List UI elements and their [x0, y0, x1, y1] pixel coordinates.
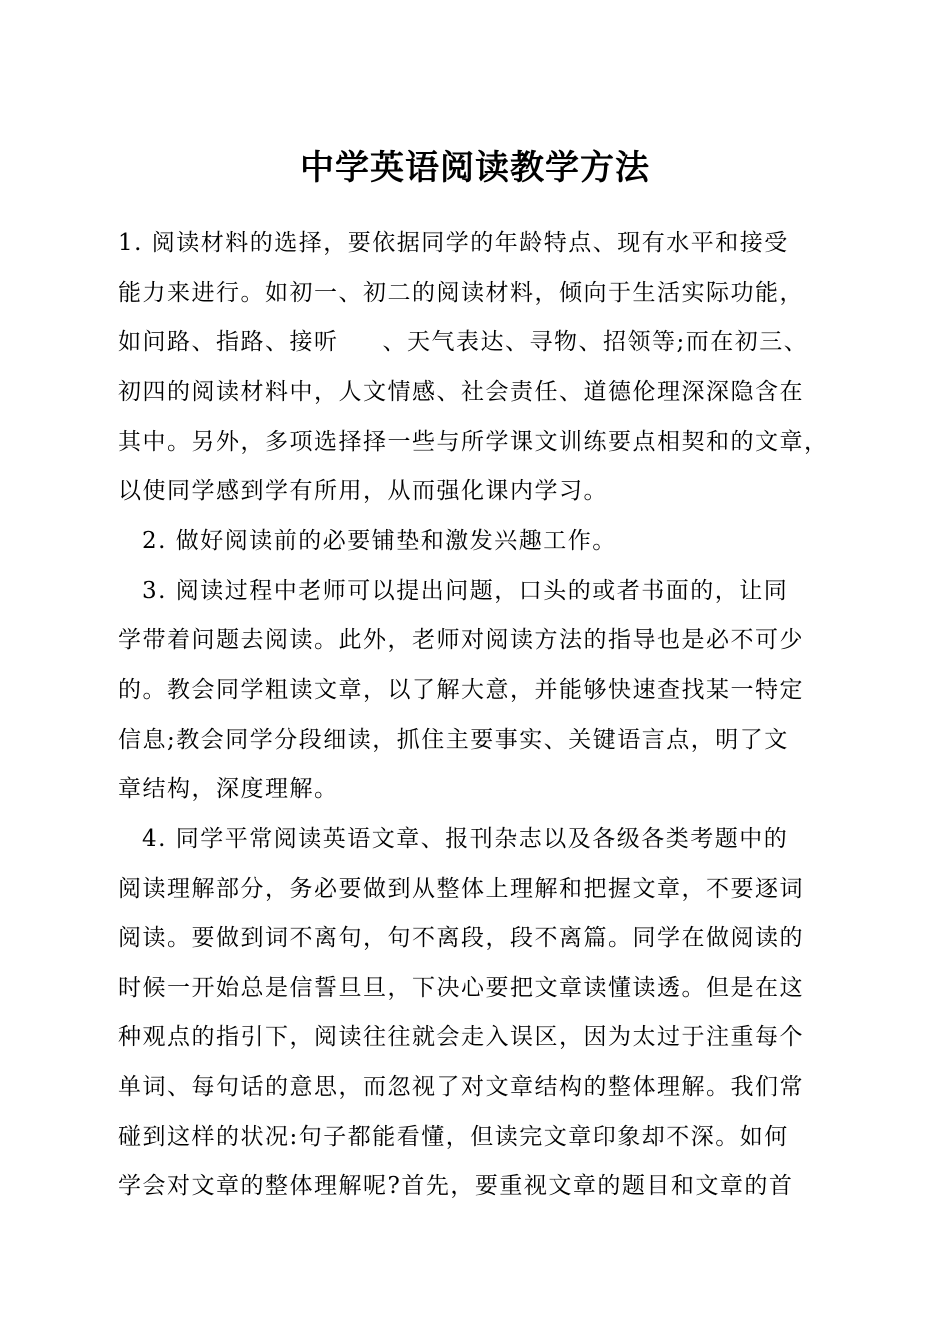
page-title: 中学英语阅读教学方法	[300, 148, 650, 188]
paragraph-line: 阅读。要做到词不离句，句不离段，段不离篇。同学在做阅读的	[118, 925, 804, 951]
paragraph-line: 4. 同学平常阅读英语文章、报刊杂志以及各级各类考题中的	[142, 826, 789, 852]
paragraph-line: 种观点的指引下，阅读往往就会走入误区，因为太过于注重每个	[118, 1024, 804, 1050]
paragraph-line: 学带着问题去阅读。此外，老师对阅读方法的指导也是必不可少	[118, 627, 804, 653]
paragraph-line: 如问路、指路、接听 、天气表达、寻物、招领等;而在初三、	[118, 329, 809, 355]
paragraph-line: 单词、每句话的意思，而忽视了对文章结构的整体理解。我们常	[118, 1074, 804, 1100]
paragraph-line: 以使同学感到学有所用，从而强化课内学习。	[118, 478, 608, 504]
paragraph-line: 阅读理解部分，务必要做到从整体上理解和把握文章，不要逐词	[118, 876, 804, 902]
paragraph-line: 时候一开始总是信誓旦旦，下决心要把文章读懂读透。但是在这	[118, 975, 804, 1001]
paragraph-line: 学会对文章的整体理解呢?首先，要重视文章的题目和文章的首	[118, 1173, 794, 1199]
paragraph-line: 2. 做好阅读前的必要铺垫和激发兴趣工作。	[142, 528, 617, 554]
paragraph-line: 1. 阅读材料的选择，要依据同学的年龄特点、现有水平和接受	[118, 230, 789, 256]
paragraph-line: 初四的阅读材料中，人文情感、社会责任、道德伦理深深隐含在	[118, 379, 804, 405]
paragraph-line: 碰到这样的状况:句子都能看懂，但读完文章印象却不深。如何	[118, 1124, 789, 1150]
paragraph-line: 其中。另外，多项选择择一些与所学课文训练要点相契和的文章，	[118, 429, 829, 455]
paragraph-line: 的。教会同学粗读文章，以了解大意，并能够快速查找某一特定	[118, 677, 804, 703]
paragraph-line: 章结构，深度理解。	[118, 776, 339, 802]
paragraph-line: 3. 阅读过程中老师可以提出问题，口头的或者书面的，让同	[142, 578, 789, 604]
paragraph-line: 信息;教会同学分段细读，抓住主要事实、关键语言点，明了文	[118, 727, 789, 753]
paragraph-line: 能力来进行。如初一、初二的阅读材料，倾向于生活实际功能，	[118, 280, 804, 306]
